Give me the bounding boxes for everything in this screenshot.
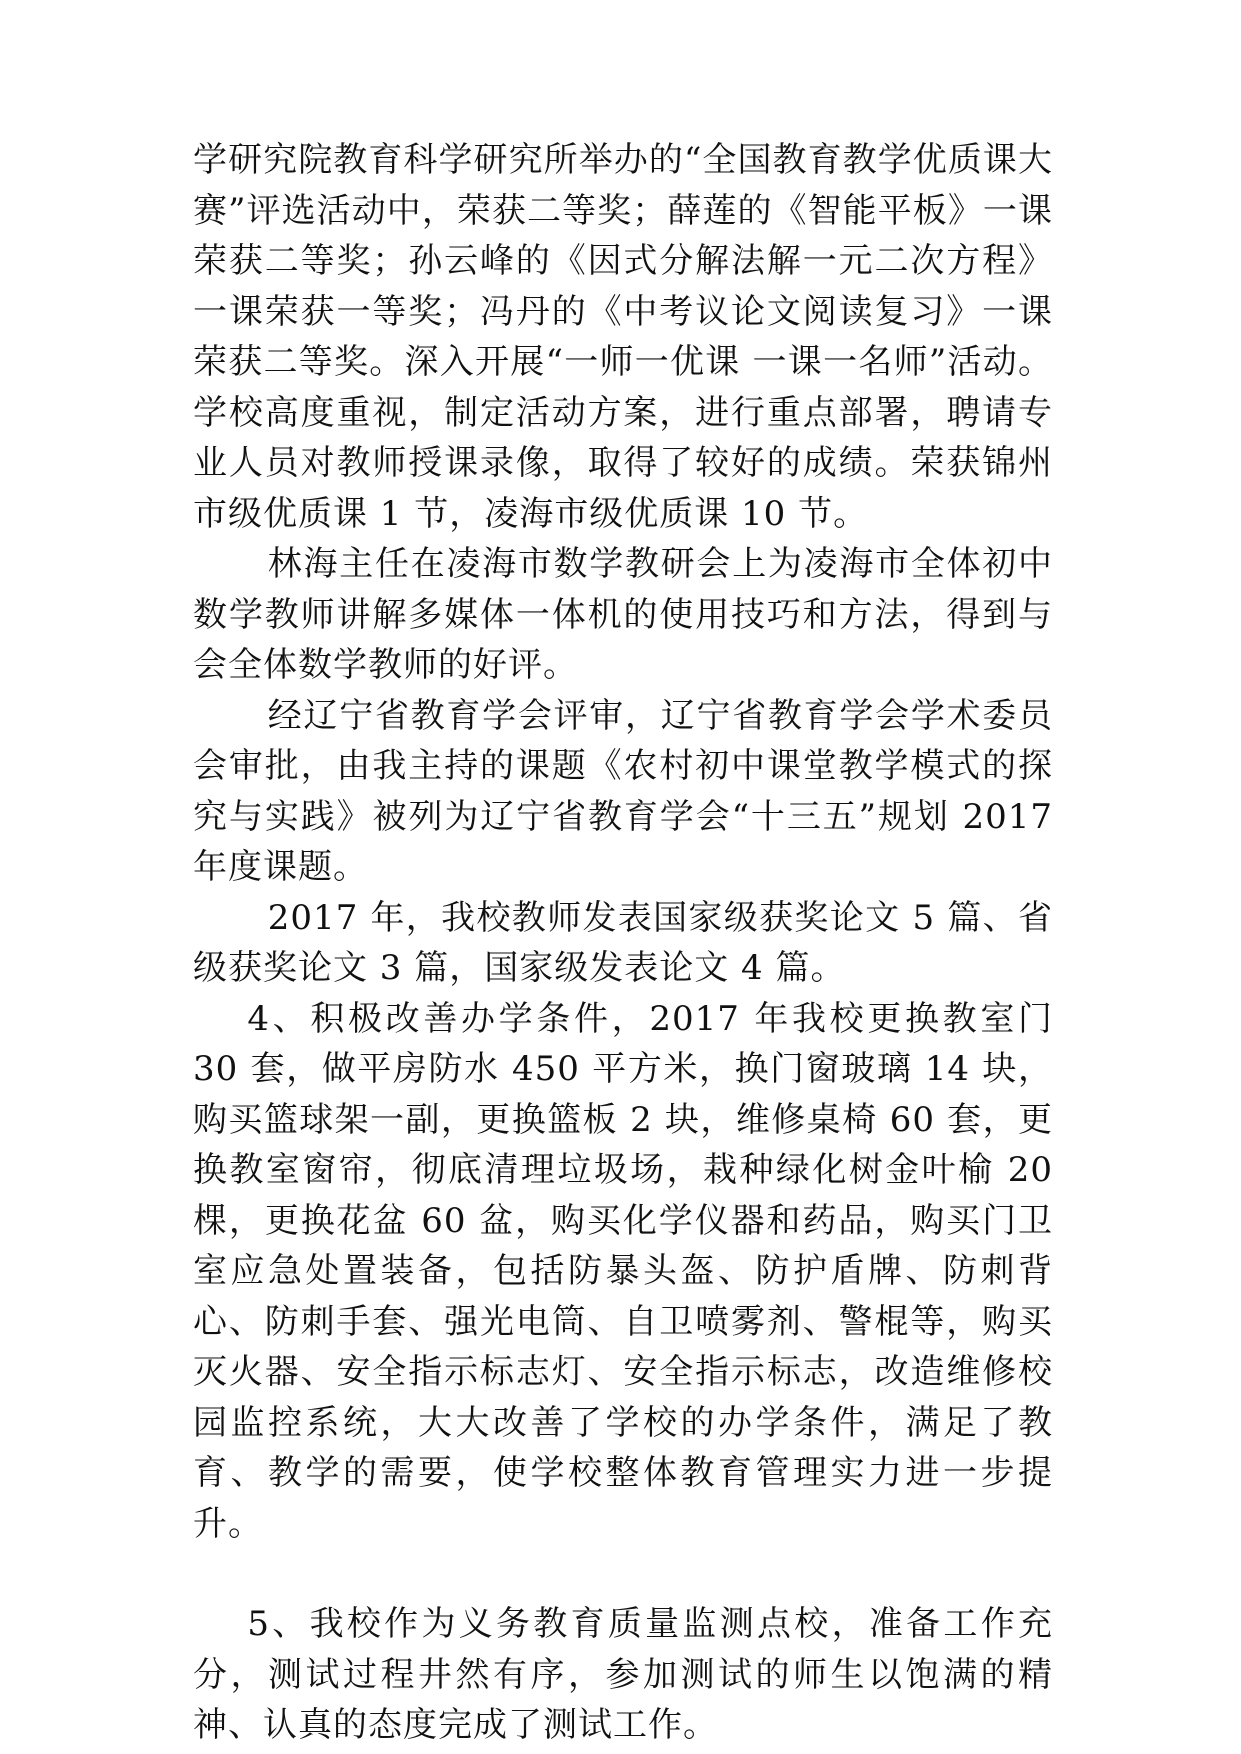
paragraph-math-seminar: 林海主任在凌海市数学教研会上为凌海市全体初中数学教师讲解多媒体一体机的使用技巧和方法，得到与会全体数学教师的好评。 [193,544,1053,685]
paragraph-awards-continued: 学研究院教育科学研究所举办的“全国教育教学优质课大赛”评选活动中，荣获二等奖；薛莲的《智能平板》一课荣获二等奖；孙云峰的《因式分解法解一元二次方程》一课荣获一等奖；冯丹的《中考议论文阅读复习》一课荣获二等奖。深入开展“一师一优课 一课一名师”活动。学校高度重视，制定活动方案，进行重点部署，聘请专业人员对教师授课录像，取得了较好的成绩。荣获锦州市级优质课 1 节，凌海市级优质课 10 节。 [193,140,1053,534]
paragraph-research-project: 经辽宁省教育学会评审，辽宁省教育学会学术委员会审批，由我主持的课题《农村初中课堂教学模式的探究与实践》被列为辽宁省教育学会“十三五”规划 2017 年度课题。 [193,695,1053,887]
paragraph-papers: 2017 年，我校教师发表国家级获奖论文 5 篇、省级获奖论文 3 篇，国家级发表论文 4 篇。 [193,897,1053,988]
paragraph-school-conditions: 4、积极改善办学条件，2017 年我校更换教室门 30 套，做平房防水 450 平方米，换门窗玻璃 14 块，购买篮球架一副，更换篮板 2 块，维修桌椅 60 套，更换教室窗帘，彻底清理垃圾场，栽种绿化树金叶榆 20 棵，更换花盆 60 盆，购买化学仪器和药品，购买门卫室应急处置装备，包括防暴头盔、防护盾牌、防刺背心、防刺手套、强光电筒、自卫喷雾剂、警棍等，购买灭火器、安全指示标志灯、安全指示标志，改造维修校园监控系统，大大改善了学校的办学条件，满足了教育、教学的需要，使学校整体教育管理实力进一步提升。 [193,998,1053,1544]
paragraph-quality-monitoring: 5、我校作为义务教育质量监测点校，准备工作充分，测试过程井然有序，参加测试的师生以饱满的精神、认真的态度完成了测试工作。 [193,1604,1053,1745]
document-body [193,135,1053,1751]
